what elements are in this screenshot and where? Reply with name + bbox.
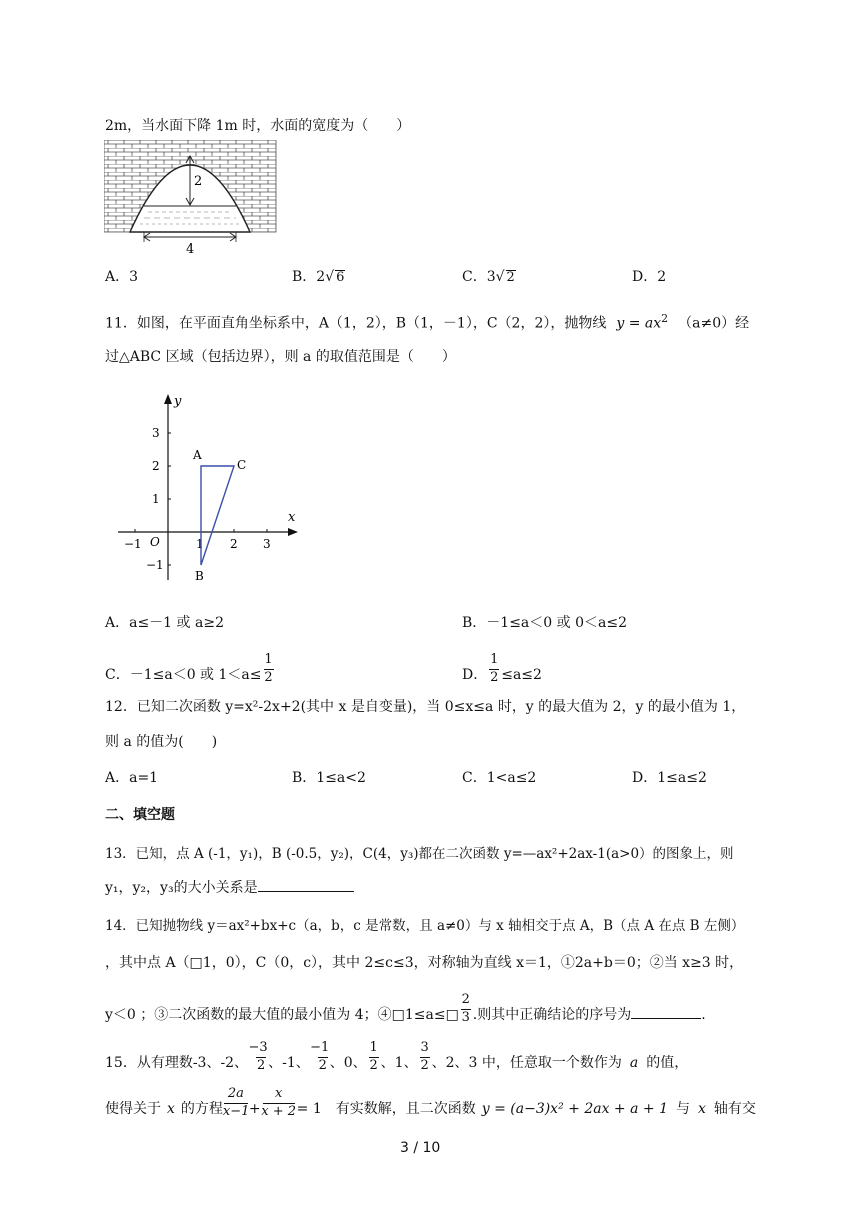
q15-line1: 15．从有理数-3、-2、 $\frac{-3}{2}$ 、-1、 $\frac{-1}{2}$ 、0、 $\frac{1}{2}$ 、1、 $\frac{3}{2}$ 、2、3 中，任意取一个数作为 a 的值， [105,1040,689,1073]
q10-option-a: A．3 [105,269,139,285]
q11-formula: y = ax [616,315,662,332]
origin-label: O [150,535,160,549]
q12-stem-line2: 则 a 的值为( ) [105,734,218,750]
q12-option-b: B．1≤a<2 [292,770,366,786]
y-tick-3: 3 [152,426,160,440]
q11-stem-line2: 过△ABC 区域（包括边界），则 a 的取值范围是（ ） [105,349,456,365]
q11-option-d: D． $\frac{1}{2}$ ≤a≤2 [462,652,542,685]
q10-option-c: C．3√ 2 [462,269,515,285]
q10-option-b: B．2√ 6 [292,269,345,285]
x-tick-2: 2 [230,537,238,551]
width-label: 4 [186,242,195,257]
section-title: 二、填空题 [105,807,175,823]
q14-line1: 14．已知抛物线 y＝ax²+bx+c（a，b，c 是常数，且 a≠0）与 x 轴相交于点 A，B（点 A 在点 B 左侧） [105,918,745,934]
q11-coordinate-graph [110,388,310,588]
x-tick-3: 3 [263,537,271,551]
q12-option-c: C．1<a≤2 [462,770,537,786]
point-c-label: C [237,458,247,472]
q14-line3: y＜0 ；③二次函数的最大值的最小值为 4；④□1≤a≤□ $\frac{2}{3}$ .则其中正确结论的序号为 . [105,992,706,1025]
q12-stem-line1: 12．已知二次函数 y=x²-2x+2(其中 x 是自变量)，当 0≤x≤a 时，y 的最大值为 2，y 的最小值为 1， [105,699,746,715]
q10-bridge-figure [104,140,278,258]
y-tick-1: 1 [152,492,160,506]
q15-line2: 使得关于 x 的方程 $\frac{2a}{x-1}$ + $\frac{x}{x + 2}$ = 1 有实数解，且二次函数 y = (a−3)x² + 2ax + a + 1 与 x 轴有交 [105,1086,756,1119]
q14-answer-blank [631,1004,701,1019]
y-axis-label: y [174,394,182,409]
point-b-label: B [195,569,204,583]
y-tick-neg1: −1 [146,558,164,572]
x-axis-label: x [288,510,296,525]
q10-option-d: D．2 [632,269,667,285]
q11-stem-line1: 11．如图，在平面直角坐标系中，A（1，2），B（1，－1），C（2，2），抛物线 $y = ax^2$ （a≠0）经 [105,312,750,332]
q12-option-a: A．a=1 [105,770,159,786]
q13-line2: y₁，y₂，y₃的大小关系是 [105,877,354,897]
q11-option-c: C．－1≤a＜0 或 1＜a≤ $\frac{1}{2}$ [105,652,273,685]
x-tick-1: 1 [196,537,204,551]
q11-option-b: B．－1≤a＜0 或 0＜a≤2 [462,615,627,631]
page-number: 3 / 10 [400,1140,441,1156]
q15-quadratic: y = (a−3)x² + 2ax + a + 1 [481,1101,668,1117]
y-tick-2: 2 [152,459,160,473]
q13-line1: 13．已知，点 A (-1，y₁)，B (-0.5，y₂)，C(4，y₃)都在二次函数 y=—ax²+2ax-1(a>0）的图象上，则 [105,846,734,862]
q13-answer-blank [258,877,354,892]
q12-option-d: D．1≤a≤2 [632,770,707,786]
height-label: 2 [194,174,203,189]
q14-line2: ，其中点 A（□1，0），C（0，c），其中 2≤c≤3，对称轴为直线 x＝1，①2a+b＝0；②当 x≥3 时， [105,955,744,971]
q11-option-a: A．a≤－1 或 a≥2 [105,615,224,631]
point-a-label: A [193,448,202,462]
q10-stem: 2m，当水面下降 1m 时，水面的宽度为（ ） [105,118,411,134]
x-tick-neg1: −1 [124,537,142,551]
